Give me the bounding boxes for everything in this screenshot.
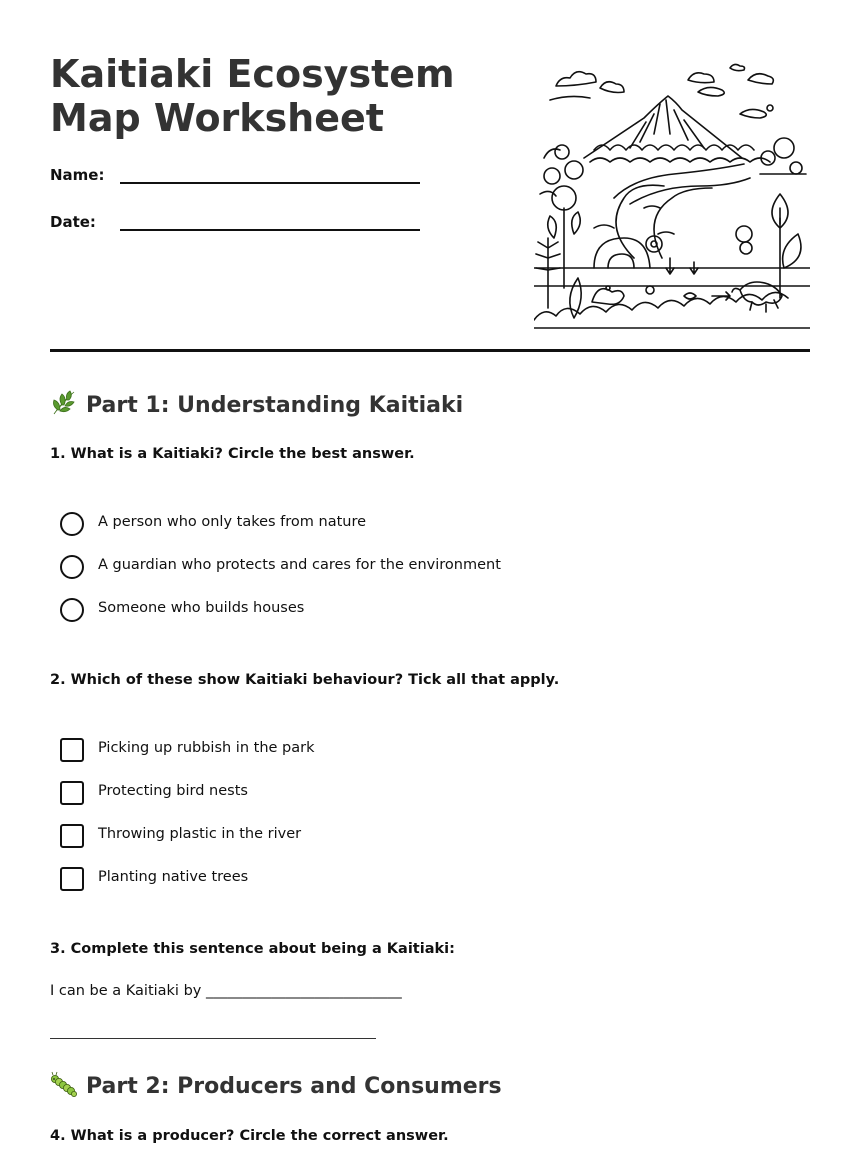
date-field (50, 213, 430, 243)
checkbox[interactable] (60, 824, 84, 848)
name-label: Name: (50, 166, 105, 184)
header-divider (50, 349, 810, 352)
q1-option-1[interactable] (60, 512, 660, 538)
option-label: Planting native trees (98, 869, 249, 885)
q2-option-4[interactable] (60, 867, 660, 893)
part2-title-text: Part 2: Producers and Consumers (86, 1074, 502, 1099)
q1-option-2[interactable] (60, 555, 660, 581)
worksheet-title: Kaitiaki Ecosystem Map Worksheet (50, 52, 455, 140)
q2-option-3[interactable] (60, 824, 660, 850)
q2-option-2[interactable] (60, 781, 660, 807)
leaf-icon (50, 390, 78, 416)
question-1: 1. What is a Kaitiaki? Circle the best answer. (50, 446, 415, 462)
name-field (50, 166, 430, 196)
checkbox[interactable] (60, 738, 84, 762)
option-label: A person who only takes from nature (98, 514, 367, 530)
date-line[interactable] (120, 229, 420, 231)
name-line[interactable] (120, 182, 420, 184)
option-label: Someone who builds houses (98, 600, 305, 616)
option-label: A guardian who protects and cares for the environment (98, 557, 501, 573)
ecosystem-illustration (534, 58, 810, 330)
q3-answer-line[interactable] (50, 1038, 376, 1039)
question-3: 3. Complete this sentence about being a Kaitiaki: (50, 941, 455, 957)
q3-sentence[interactable]: I can be a Kaitiaki by ___________________________ (50, 983, 402, 999)
date-label: Date: (50, 213, 96, 231)
question-2: 2. Which of these show Kaitiaki behaviour? Tick all that apply. (50, 672, 560, 688)
option-label: Picking up rubbish in the park (98, 740, 315, 756)
checkbox[interactable] (60, 781, 84, 805)
radio-circle[interactable] (60, 512, 84, 536)
option-label: Protecting bird nests (98, 783, 248, 799)
caterpillar-icon (50, 1071, 78, 1097)
part2-title (50, 1071, 502, 1099)
part1-title-text: Part 1: Understanding Kaitiaki (86, 393, 464, 418)
radio-circle[interactable] (60, 555, 84, 579)
q2-option-1[interactable] (60, 738, 660, 764)
part1-title (50, 390, 463, 418)
checkbox[interactable] (60, 867, 84, 891)
q1-option-3[interactable] (60, 598, 660, 624)
option-label: Throwing plastic in the river (98, 826, 302, 842)
question-4: 4. What is a producer? Circle the correct answer. (50, 1128, 449, 1144)
radio-circle[interactable] (60, 598, 84, 622)
